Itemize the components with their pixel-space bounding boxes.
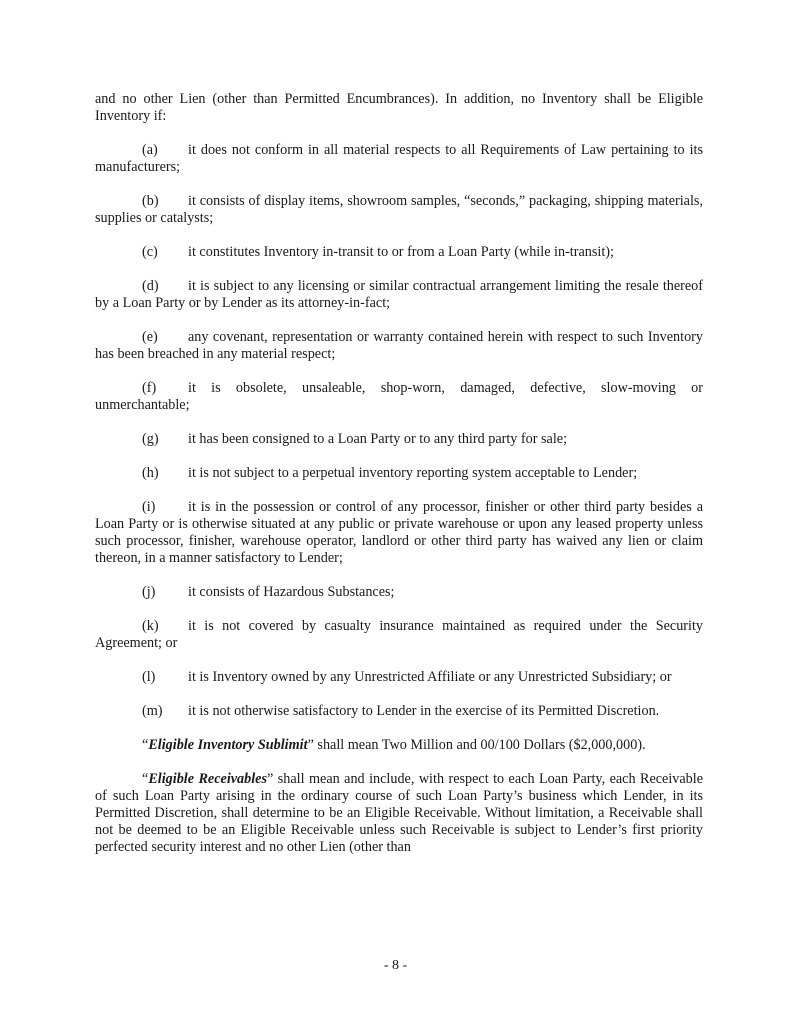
- item-label: (g): [142, 431, 159, 447]
- item-text: it is in the possession or control of any processor, finisher or other third party besides a Loan Party or is otherwise situated at any public or private warehouse or upon any leased property unless such processor, finisher, warehouse operator, landlord or other third party has waived any lien or claim thereon, in a manner satisfactory to Lender;: [95, 499, 703, 566]
- item-text: it constitutes Inventory in-transit to or from a Loan Party (while in-transit);: [188, 244, 614, 260]
- item-text: it consists of display items, showroom samples, “seconds,” packaging, shipping materials, supplies or catalysts;: [95, 193, 703, 226]
- list-item-l: [95, 669, 703, 686]
- item-label: (e): [142, 329, 158, 345]
- item-label: (c): [142, 244, 158, 260]
- item-text: it is not otherwise satisfactory to Lender in the exercise of its Permitted Discretion.: [188, 703, 660, 719]
- list-item-b: [95, 193, 703, 227]
- list-item-j: [95, 584, 703, 601]
- definition-text: shall mean and include, with respect to each Loan Party, each Receivable of such Loan Party arising in the ordinary course of such Loan Party’s business which Lender, in its Permitted Discretion, shall determine to be an Eligible Receivable. Without limitation, a Receivable shall not be deemed to be an Eligible Receivable unless such Receivable is subject to Lender’s first priority perfected security interest and no other Lien (other than: [95, 771, 704, 855]
- item-label: (i): [142, 499, 156, 515]
- definition-text: shall mean Two Million and 00/100 Dollars ($2,000,000).: [313, 737, 646, 753]
- item-text: it is obsolete, unsaleable, shop-worn, damaged, defective, slow-moving or unmerchantable;: [95, 380, 703, 413]
- item-text: it consists of Hazardous Substances;: [188, 584, 395, 600]
- list-item-m: [95, 703, 703, 720]
- item-label: (l): [142, 669, 156, 685]
- open-quote: “: [142, 737, 149, 753]
- definition-eligible-receivables: [95, 771, 703, 856]
- intro-paragraph: and no other Lien (other than Permitted Encumbrances). In addition, no Inventory shall be Eligible Inventory if:: [95, 91, 703, 124]
- item-label: (h): [142, 465, 159, 481]
- item-text: it is subject to any licensing or similar contractual arrangement limiting the resale thereof by a Loan Party or by Lender as its attorney-in-fact;: [95, 278, 703, 311]
- item-text: it is not covered by casualty insurance maintained as required under the Security Agreement; or: [95, 618, 703, 651]
- item-text: it has been consigned to a Loan Party or to any third party for sale;: [188, 431, 568, 447]
- page-number: - 8 -: [383, 958, 408, 973]
- item-text: any covenant, representation or warranty contained herein with respect to such Inventory has been breached in any material respect;: [95, 329, 703, 362]
- item-label: (d): [142, 278, 159, 294]
- definition-eligible-inventory-sublimit: [95, 737, 703, 754]
- list-item-i: [95, 499, 703, 567]
- list-item-a: [95, 142, 703, 176]
- item-label: (b): [142, 193, 159, 209]
- item-text: it is Inventory owned by any Unrestricted Affiliate or any Unrestricted Subsidiary; or: [188, 669, 672, 685]
- document-page: [95, 91, 703, 873]
- list-item-d: [95, 278, 703, 312]
- item-text: it is not subject to a perpetual inventory reporting system acceptable to Lender;: [188, 465, 638, 481]
- defined-term: Eligible Inventory Sublimit: [148, 737, 308, 753]
- list-item-g: [95, 431, 703, 448]
- open-quote: “: [142, 771, 149, 787]
- close-quote: ”: [307, 737, 314, 753]
- list-item-k: [95, 618, 703, 652]
- item-label: (j): [142, 584, 156, 600]
- item-label: (a): [142, 142, 158, 158]
- item-label: (m): [142, 703, 163, 719]
- list-item-f: [95, 380, 703, 414]
- list-item-e: [95, 329, 703, 363]
- item-label: (k): [142, 618, 159, 634]
- item-label: (f): [142, 380, 157, 396]
- close-quote: ”: [267, 771, 274, 787]
- item-text: it does not conform in all material respects to all Requirements of Law pertaining to its manufacturers;: [95, 142, 703, 175]
- list-item-c: [95, 244, 703, 261]
- defined-term: Eligible Receivables: [148, 771, 268, 787]
- list-item-h: [95, 465, 703, 482]
